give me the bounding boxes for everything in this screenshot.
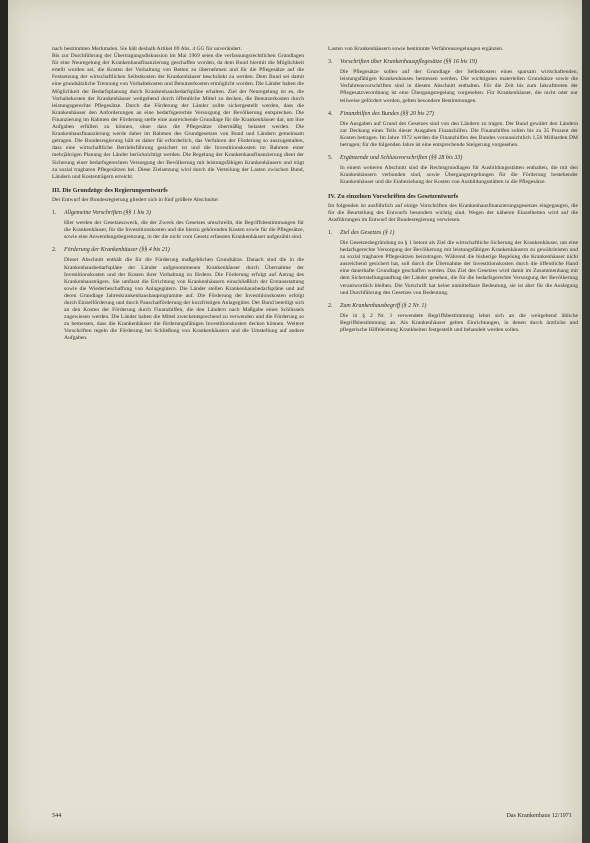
- body-paragraph: Im folgenden ist ausführlich auf einige Vorschriften des Krankenhausfinanzierungsgesetzes eingegangen, die für die Beurteilung des Entwurfs besonders wichtig sind. Wegen der näheren Einzelheiten wird auf die Ausführungen im Entwurf der Bundesregierung verwiesen.: [328, 202, 578, 223]
- body-paragraph: Bis zur Durchführung der Übertragungsdiskussion im Mai 1969 seien die verfassungsrechtlichen Grundlagen für eine Neuregelung der Krankenhausfinanzierung geschaffen worden, da dem Bund hiermit die Möglichkeit erteilt worden sei, die Kosten der Vorhaltung von Betten zu übernehmen und für die Pflegesätze auf die Festsetzung der wirtschaftlichen Selbstkosten der Krankenhäuser beschränkt zu werden. Dem Bund sei damit eine grundsätzliche Trennung von Vorhaltekosten und Benutzerkosten ermöglicht worden. Die Länder haben die Möglichkeit der Bedarfsplanung durch Krankenhausbedarfspläne erhalten. Ziel der Neuregelung ist es, die Vorhaltekosten der Krankenhäuser weitgehend durch öffentliche Mittel zu decken, die Benutzerkosten durch leistungsgerechte Pflegesätze. Durch die Förderung der Länder sollte sichergestellt werden, dass die Krankenhäuser den Anforderungen an eine bedarfsgerechte Versorgung der Bevölkerung entsprechen. Die Finanzierung im Rahmen der Förderung stelle eine ausreichende Grundlage für die Krankenhäuser dar, um ihre Aufgaben erfüllen zu können, ohne dass die Pflegesätze übermäßig belastet werden. Die Krankenhausfinanzierung werde daher im Rahmen des Grundgesetzes von Bund und Ländern gemeinsam getragen. Die Bundesregierung hält es daher für erforderlich, das Verfahren der Förderung so auszugestalten, dass eine wirtschaftliche Betriebsführung gesichert ist und die Investitionskosten im Rahmen einer mehrjährigen Planung der Länder berücksichtigt werden. Die Regelung der Krankenhausfinanzierung dient der Sicherung einer bedarfsgerechten Versorgung der Bevölkerung mit leistungsfähigen Krankenhäusern und trägt zu sozial tragbaren Pflegesätzen bei. Diese Zielsetzung wird durch die Verteilung der Lasten zwischen Bund, Ländern und Kostenträgern erreicht.: [52, 53, 304, 180]
- page-number: 544: [52, 812, 62, 819]
- journal-reference: Das Krankenhaus 12/1971: [506, 812, 572, 819]
- body-paragraph: Die in § 2 Nr. 1 verwendete Begriffsbestimmung lehnt sich an die weitgehend übliche Begriffsbestimmung an. Als Krankenhäuser gelten Einrichtungen, in denen durch ärztliche und pflegerische Hilfeleistung Krankheiten festgestellt und behandelt werden sollen.: [340, 312, 578, 333]
- document-page: [8, 0, 582, 843]
- subsection-title: Vorschriften über Krankenhauspflegesätze (§§ 16 bis 19): [340, 59, 477, 66]
- subsection-heading: [52, 247, 304, 254]
- body-paragraph: Die Gesetzesbegründung zu § 1 betont als Ziel die wirtschaftliche Sicherung der Krankenhäuser, um eine bedarfsgerechte Versorgung der Bevölkerung mit leistungsfähigen Krankenhäusern zu gewährleisten und zu sozial tragbaren Pflegesätzen beizutragen. Während die bisherige Regelung die Krankenhäuser nicht ausreichend gesichert hat, soll durch die Übernahme der Investitionskosten durch die öffentliche Hand eine dauerhafte Grundlage geschaffen werden. Das Ziel des Gesetzes wird damit im Zusammenhang mit dem Sicherstellungsauftrag der Länder gesehen, die für die bedarfsgerechte Versorgung der Bevölkerung verantwortlich bleiben. Die Vorschrift hat keine unmittelbare Bedeutung, sie ist aber für die Auslegung und Durchführung des Gesetzes von Bedeutung.: [340, 239, 578, 296]
- body-paragraph: Die Pflegesätze sollen auf der Grundlage der Selbstkosten eines sparsam wirtschaftenden, leistungsfähigen Krankenhauses bemessen werden. Die wichtigsten materiellen Grundsätze sowie die Verfahrensvorschriften sind in diesem Abschnitt enthalten. Für die Zeit bis zum Inkrafttreten der Pflegesatzverordnung ist eine Übergangsregelung vorgesehen. Für Krankenhäuser, die nicht oder nur teilweise gefördert werden, gelten besondere Bestimmungen.: [340, 69, 578, 104]
- subsection-number: 5.: [328, 155, 333, 162]
- left-column: [52, 46, 304, 343]
- subsection-heading: [328, 111, 578, 118]
- body-paragraph: Die Ausgaben auf Grund des Gesetzes sind von den Ländern zu tragen. Der Bund gewährt den Ländern zur Deckung eines Teils dieser Ausgaben Finanzhilfen. Die Finanzhilfen sollen bis zu 35 Prozent der Kosten betragen. Im Jahre 1972 werden die Finanzhilfen des Bundes voraussichtlich 1,56 Milliarden DM betragen; für die folgenden Jahre ist eine entsprechende Steigerung vorgesehen.: [340, 120, 578, 149]
- body-paragraph: In einem weiteren Abschnitt sind die Rechtsgrundlagen für Ausbildungsstätten enthalten, die mit den Krankenhäusern verbunden sind, sowie Übergangsregelungen für die Förderung bestehender Krankenhäuser und die Einbeziehung der Kosten von Ausbildungsstätten in die Pflegesätze.: [340, 165, 578, 186]
- subsection-number: 1.: [328, 229, 333, 236]
- subsection-number: 1.: [52, 209, 57, 216]
- body-paragraph: Der Entwurf der Bundesregierung gliedert sich in fünf größere Abschnitte:: [52, 196, 219, 203]
- subsection-heading: [328, 155, 578, 162]
- body-paragraph: Dieser Abschnitt enthält die für die Förderung maßgeblichen Grundsätze. Danach sind die in die Krankenhausbedarfspläne der Länder aufgenommenen Krankenhäuser durch Übernahme der Investitionskosten und der Kosten ihrer Vorhaltung zu fördern. Die Förderung erfolgt auf Antrag des Krankenhausträgers. Sie umfasst die Errichtung von Krankenhäusern einschließlich der Erstausstattung sowie die Wiederbeschaffung von Anlagegütern. Die Länder stellen Krankenhausbedarfspläne und auf deren Grundlage Jahreskrankenhausbauprogramme auf. Die Förderung der Investitionskosten erfolgt durch Einzelförderung und durch Pauschalförderung der kurzfristigen Anlagegüter. Der Bund beteiligt sich an den Kosten der Förderung durch Finanzhilfen, die den Ländern nach Maßgabe eines Schlüssels zugewiesen werden. Die Länder haben die Mittel zweckentsprechend zu verwenden und die Förderung so zu bemessen, dass die Krankenhäuser die förderungsfähigen Investitionskosten decken können. Weitere Vorschriften regeln die Förderung bei Schließung von Krankenhäusern und die Umstellung auf andere Aufgaben.: [64, 257, 304, 342]
- subsection-title: Zum Krankenhausbegriff (§ 2 Nr. 1): [340, 302, 427, 309]
- subsection-heading: [52, 210, 304, 217]
- subsection-heading: [328, 230, 578, 237]
- subsection-title: Förderung der Krankenhäuser (§§ 4 bis 21): [64, 247, 170, 254]
- subsection-title: Allgemeine Vorschriften (§§ 1 bis 3): [64, 209, 151, 216]
- right-column: [328, 46, 578, 334]
- subsection-number: 3.: [328, 59, 333, 66]
- section-heading: III. Die Grundzüge des Regierungsentwurfs: [52, 186, 168, 194]
- subsection-title: Ziel des Gesetzes (§ 1): [340, 229, 395, 236]
- section-heading: IV. Zu einzelnen Vorschriften des Gesetzentwurfs: [328, 192, 459, 200]
- book-spine: [0, 0, 8, 843]
- body-paragraph: nach bestimmten Merkmalen. Sie hält deshalb Artikel 69 Abs. 4 GG für unverändert.: [52, 46, 242, 52]
- subsection-heading: [328, 303, 578, 310]
- subsection-title: Finanzhilfen des Bundes (§§ 20 bis 27): [340, 110, 434, 117]
- body-paragraph: Lasten von Krankenhäusern sowie bestimmte Verfahrensregelungen ergänzen.: [328, 46, 504, 52]
- subsection-heading: [328, 59, 578, 66]
- subsection-number: 4.: [328, 110, 333, 117]
- body-paragraph: Hier werden der Gesetzeszweck, die der Zweck des Gesetzes umschreibt, die Begriffsbestimmungen für die Krankenhäuser, für die Investitionskosten und die hierzu gehörenden Kosten sowie für die Pflegesätze, sowie eine Anwendungsbegrenzung, in der die nicht vom Gesetz erfassten Krankenhäuser aufgezählt sind.: [64, 220, 304, 241]
- subsection-number: 2.: [328, 302, 333, 309]
- subsection-number: 2.: [52, 247, 57, 254]
- subsection-title: Ergänzende und Schlussvorschriften (§§ 28 bis 33): [340, 155, 463, 162]
